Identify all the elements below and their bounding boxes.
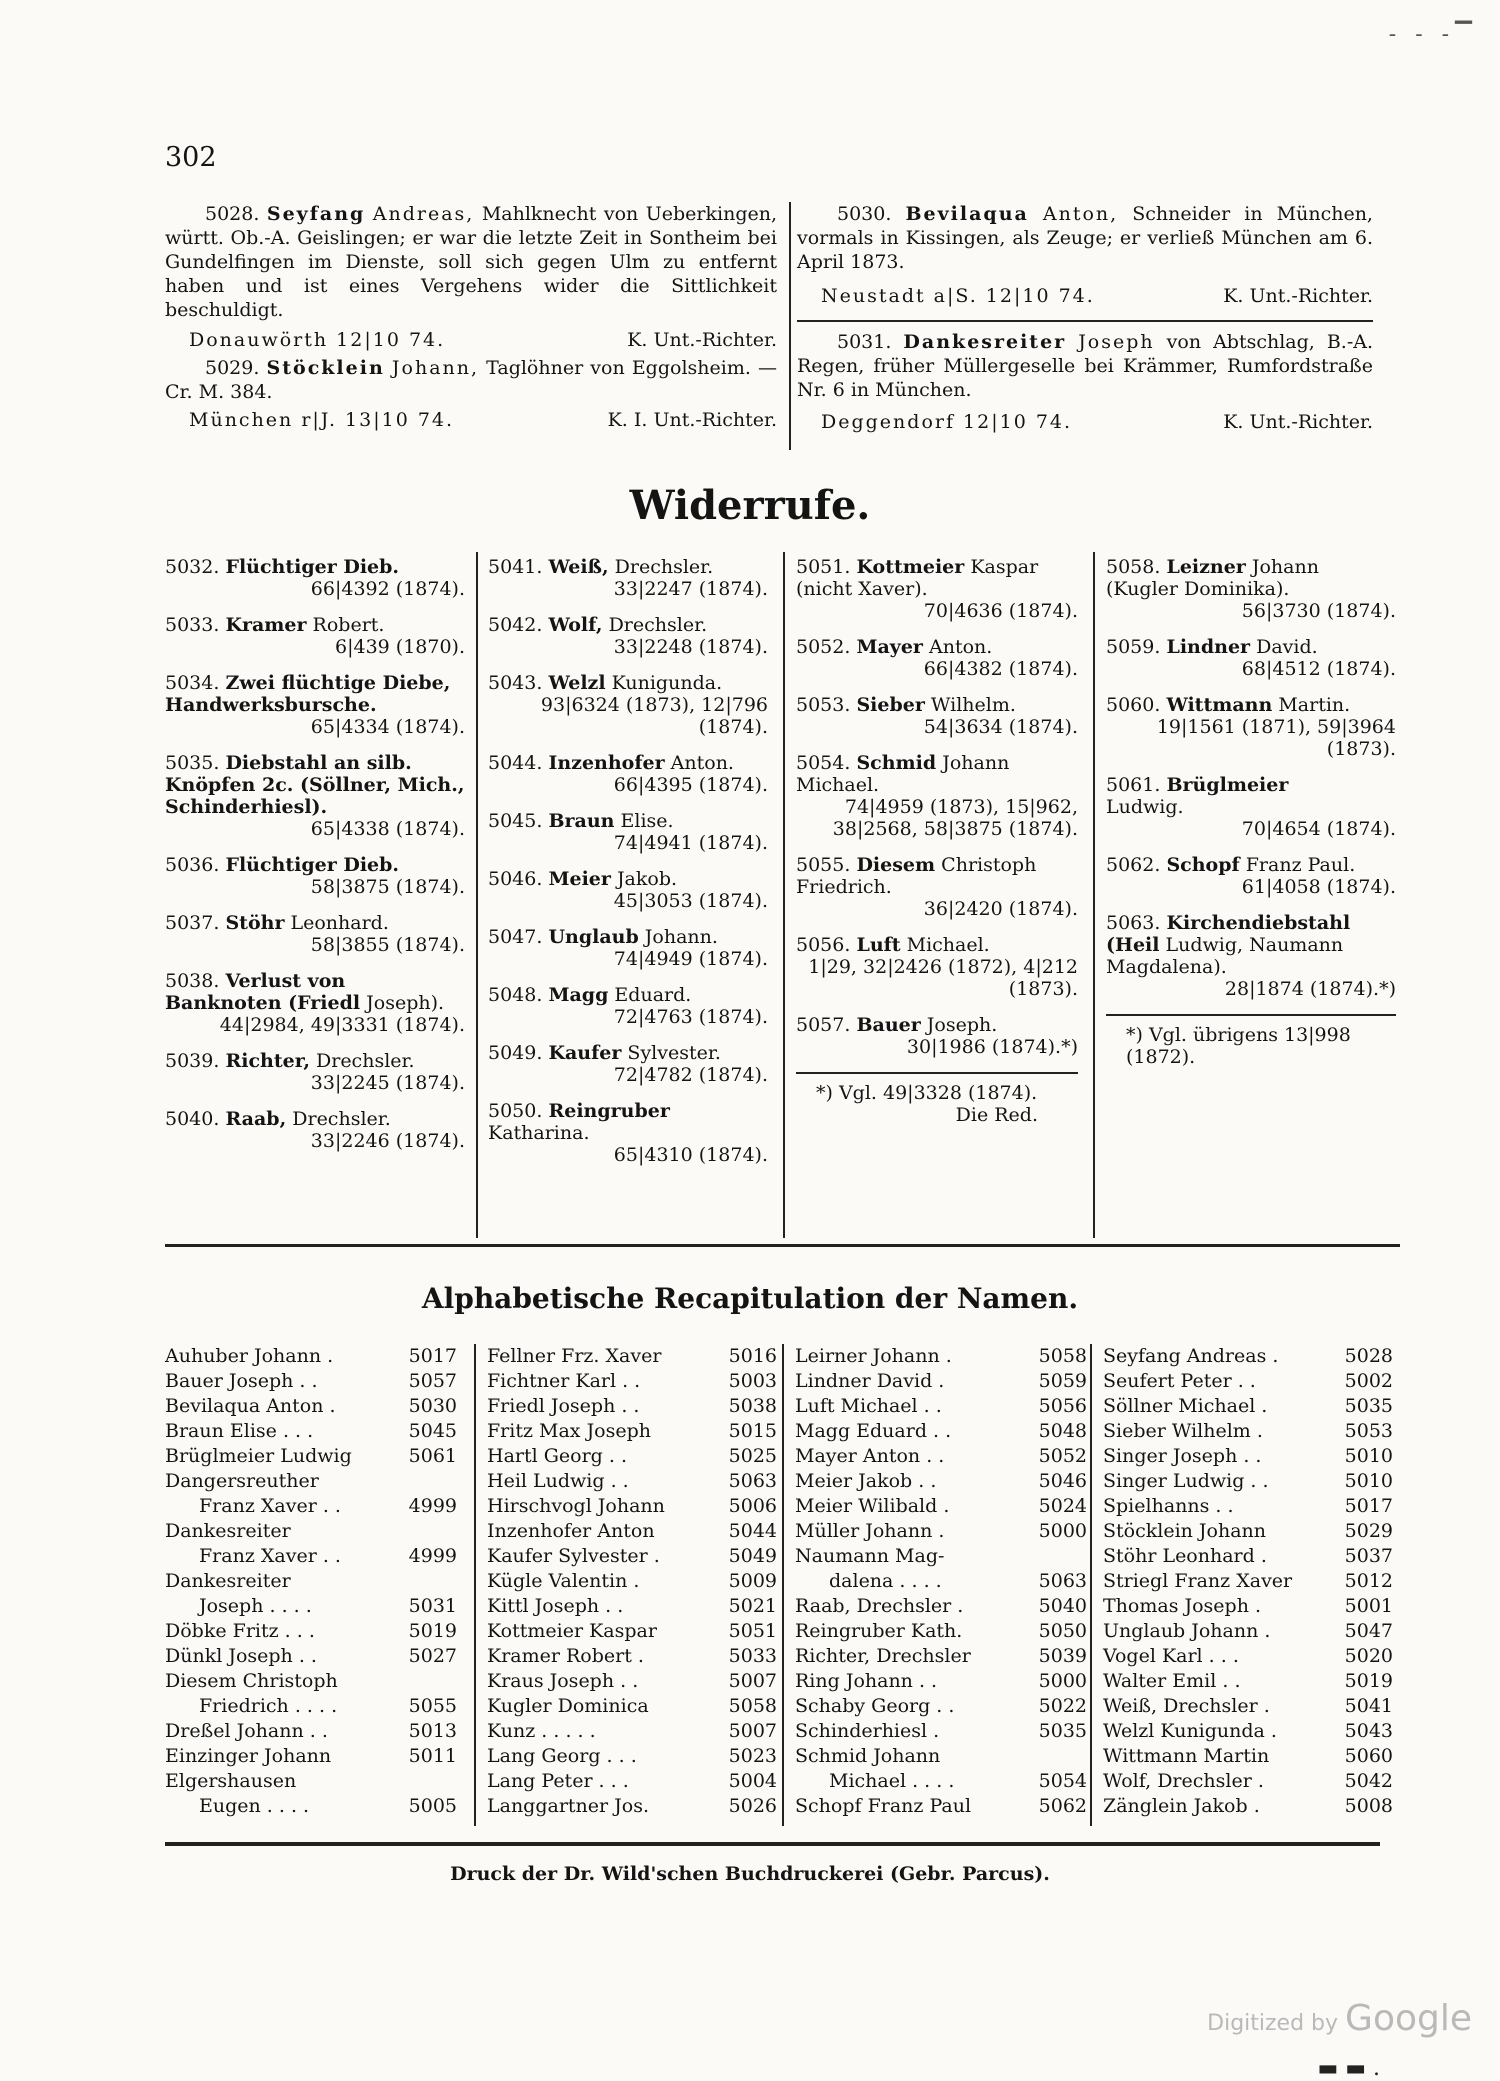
index-row xyxy=(795,1519,1087,1544)
index-row xyxy=(1103,1394,1393,1419)
index-row xyxy=(795,1719,1087,1744)
index-number: 5019 xyxy=(408,1620,457,1642)
index-name: Friedl Joseph . . xyxy=(487,1395,640,1417)
index-name: Singer Ludwig . . xyxy=(1103,1470,1269,1492)
index-number: 5058 xyxy=(1038,1345,1087,1367)
signature-5029: München r|J. 13|10 74. K. I. Unt.-Richter. xyxy=(189,409,777,431)
revocation-5051: 5051. Kottmeier Kaspar (nicht Xaver). 70|4636 (1874). xyxy=(796,556,1078,622)
column-divider xyxy=(789,202,791,450)
index-row xyxy=(165,1419,457,1444)
index-name: Unglaub Johann . xyxy=(1103,1620,1271,1642)
index-row xyxy=(165,1619,457,1644)
index-name: Striegl Franz Xaver xyxy=(1103,1570,1293,1592)
index-name: Michael . . . . xyxy=(829,1770,955,1792)
revocation-5032: 5032. Flüchtiger Dieb. 66|4392 (1874). xyxy=(165,556,465,600)
index-number: 5031 xyxy=(408,1595,457,1617)
revocation-5049: 5049. Kaufer Sylvester. 72|4782 (1874). xyxy=(488,1042,768,1086)
index-row xyxy=(1103,1519,1393,1544)
index-number: 5010 xyxy=(1344,1470,1393,1492)
index-number: 5048 xyxy=(1038,1420,1087,1442)
index-number: 5035 xyxy=(1038,1720,1087,1742)
revocation-5034: 5034. Zwei flüchtige Diebe, Handwerksbursche. 65|4334 (1874). xyxy=(165,672,465,738)
entry-5028: 5028. Seyfang Andreas, Mahlknecht von Ueberkingen, württ. Ob.-A. Geislingen; er war die letzte Zeit in Sontheim bei Gundelfingen im Dienste, soll sich gegen Ulm zu entfernt haben und ist eines Vergehens wider die Sittlichkeit beschuldigt. xyxy=(165,203,778,321)
index-row xyxy=(1103,1644,1393,1669)
index-row xyxy=(165,1669,457,1694)
index-row xyxy=(165,1344,457,1369)
index-row xyxy=(487,1644,777,1669)
index-name: Müller Johann . xyxy=(795,1520,945,1542)
index-row xyxy=(795,1544,1087,1569)
index-name: Söllner Michael . xyxy=(1103,1395,1268,1417)
revocation-5033: 5033. Kramer Robert. 6|439 (1870). xyxy=(165,614,465,658)
index-number: 5017 xyxy=(408,1345,457,1367)
index-name: Weiß, Drechsler . xyxy=(1103,1695,1270,1717)
index-number: 5045 xyxy=(408,1420,457,1442)
index-number: 5053 xyxy=(1344,1420,1393,1442)
index-name: Schmid Johann xyxy=(795,1745,941,1767)
index-number: 5044 xyxy=(728,1520,777,1542)
index-name: Heil Ludwig . . xyxy=(487,1470,629,1492)
index-number: 5043 xyxy=(1344,1720,1393,1742)
index-row xyxy=(1103,1619,1393,1644)
index-name: Luft Michael . . xyxy=(795,1395,942,1417)
index-row xyxy=(165,1794,457,1819)
scan-mark-bottom: ▬ ▬ . xyxy=(1317,2056,1380,2081)
index-name: Dankesreiter xyxy=(165,1570,291,1592)
revocation-5046: 5046. Meier Jakob. 45|3053 (1874). xyxy=(488,868,768,912)
index-column-4 xyxy=(1103,1344,1393,1819)
index-name: Kottmeier Kaspar xyxy=(487,1620,657,1642)
scan-mark: - - -▔ xyxy=(1388,22,1478,47)
revocation-5047: 5047. Unglaub Johann. 74|4949 (1874). xyxy=(488,926,768,970)
index-number: 5058 xyxy=(728,1695,777,1717)
revocation-5050: 5050. Reingruber Katharina. 65|4310 (1874). xyxy=(488,1100,768,1166)
revocation-5045: 5045. Braun Elise. 74|4941 (1874). xyxy=(488,810,768,854)
index-name: Franz Xaver . . xyxy=(199,1495,341,1517)
index-name: Fellner Frz. Xaver xyxy=(487,1345,662,1367)
index-name: dalena . . . . xyxy=(829,1570,942,1592)
index-name: Seyfang Andreas . xyxy=(1103,1345,1279,1367)
index-name: Seufert Peter . . xyxy=(1103,1370,1256,1392)
revocation-5058: 5058. Leizner Johann (Kugler Dominika). 56|3730 (1874). xyxy=(1106,556,1396,622)
index-number: 5042 xyxy=(1344,1770,1393,1792)
index-row xyxy=(165,1744,457,1769)
index-name: Fritz Max Joseph xyxy=(487,1420,652,1442)
index-row xyxy=(487,1419,777,1444)
index-number: 5006 xyxy=(728,1495,777,1517)
index-number: 5008 xyxy=(1344,1795,1393,1817)
index-name: Lang Georg . . . xyxy=(487,1745,637,1767)
column-divider xyxy=(783,552,785,1238)
index-row xyxy=(795,1444,1087,1469)
revocation-5035: 5035. Diebstahl an silb. Knöpfen 2c. (Söllner, Mich., Schinderhiesl). 65|4338 (1874). xyxy=(165,752,465,840)
revocation-5040: 5040. Raab, Drechsler. 33|2246 (1874). xyxy=(165,1108,465,1152)
signature-5030: Neustadt a|S. 12|10 74. K. Unt.-Richter. xyxy=(821,285,1373,307)
index-row xyxy=(165,1519,457,1544)
index-row xyxy=(165,1444,457,1469)
index-name: Leirner Johann . xyxy=(795,1345,952,1367)
bottom-rule xyxy=(165,1842,1380,1846)
index-row xyxy=(795,1369,1087,1394)
index-name: Bevilaqua Anton . xyxy=(165,1395,336,1417)
index-number: 5051 xyxy=(728,1620,777,1642)
index-row xyxy=(1103,1544,1393,1569)
index-row xyxy=(487,1794,777,1819)
index-number: 5025 xyxy=(728,1445,777,1467)
index-row xyxy=(1103,1369,1393,1394)
index-name: Fichtner Karl . . xyxy=(487,1370,641,1392)
index-number: 5005 xyxy=(408,1795,457,1817)
revocation-5037: 5037. Stöhr Leonhard. 58|3855 (1874). xyxy=(165,912,465,956)
section-rule xyxy=(165,1244,1400,1247)
index-number: 5015 xyxy=(728,1420,777,1442)
index-number: 5016 xyxy=(728,1345,777,1367)
index-number: 5012 xyxy=(1344,1570,1393,1592)
index-number: 5013 xyxy=(408,1720,457,1742)
index-name: Franz Xaver . . xyxy=(199,1545,341,1567)
index-name: Sieber Wilhelm . xyxy=(1103,1420,1263,1442)
index-row xyxy=(487,1569,777,1594)
index-row xyxy=(487,1344,777,1369)
index-number: 5024 xyxy=(1038,1495,1087,1517)
index-row xyxy=(1103,1744,1393,1769)
column-divider xyxy=(782,1344,784,1826)
index-row xyxy=(487,1469,777,1494)
revocation-5042: 5042. Wolf, Drechsler. 33|2248 (1874). xyxy=(488,614,768,658)
index-number: 4999 xyxy=(408,1495,457,1517)
index-number: 5011 xyxy=(408,1745,457,1767)
index-number: 5060 xyxy=(1344,1745,1393,1767)
revocation-5048: 5048. Magg Eduard. 72|4763 (1874). xyxy=(488,984,768,1028)
index-row xyxy=(795,1494,1087,1519)
revocation-5038: 5038. Verlust von Banknoten (Friedl Joseph). 44|2984, 49|3331 (1874). xyxy=(165,970,465,1036)
revocation-5060: 5060. Wittmann Martin. 19|1561 (1871), 59|3964 (1873). xyxy=(1106,694,1396,760)
index-row xyxy=(1103,1469,1393,1494)
index-row xyxy=(487,1694,777,1719)
index-row xyxy=(165,1469,457,1494)
revocation-5044: 5044. Inzenhofer Anton. 66|4395 (1874). xyxy=(488,752,768,796)
signature-5031: Deggendorf 12|10 74. K. Unt.-Richter. xyxy=(821,411,1373,433)
index-row xyxy=(795,1669,1087,1694)
index-number: 5055 xyxy=(408,1695,457,1717)
index-row xyxy=(487,1544,777,1569)
index-name: Stöhr Leonhard . xyxy=(1103,1545,1267,1567)
index-number: 5056 xyxy=(1038,1395,1087,1417)
watermark-prefix: Digitized by xyxy=(1207,2011,1339,2036)
widerrufe-heading: Widerrufe. xyxy=(629,482,871,529)
index-name: Singer Joseph . . xyxy=(1103,1445,1262,1467)
index-row xyxy=(487,1519,777,1544)
index-name: Wolf, Drechsler . xyxy=(1103,1770,1264,1792)
index-name: Walter Emil . . xyxy=(1103,1670,1241,1692)
index-name: Naumann Mag- xyxy=(795,1545,945,1567)
index-row xyxy=(487,1494,777,1519)
index-name: Inzenhofer Anton xyxy=(487,1520,655,1542)
index-number: 5033 xyxy=(728,1645,777,1667)
index-name: Langgartner Jos. xyxy=(487,1795,650,1817)
index-number: 5050 xyxy=(1038,1620,1087,1642)
index-number: 5000 xyxy=(1038,1670,1087,1692)
index-number: 5046 xyxy=(1038,1470,1087,1492)
index-row xyxy=(795,1794,1087,1819)
index-row xyxy=(1103,1794,1393,1819)
index-row xyxy=(795,1644,1087,1669)
index-row xyxy=(487,1594,777,1619)
google-watermark xyxy=(1207,1998,1472,2039)
index-row xyxy=(795,1419,1087,1444)
index-number: 5027 xyxy=(408,1645,457,1667)
index-row xyxy=(487,1719,777,1744)
index-name: Brüglmeier Ludwig xyxy=(165,1445,352,1467)
index-row xyxy=(165,1544,457,1569)
column-divider xyxy=(476,552,478,1238)
index-name: Elgershausen xyxy=(165,1770,297,1792)
index-name: Dünkl Joseph . . xyxy=(165,1645,317,1667)
index-number: 5054 xyxy=(1038,1770,1087,1792)
index-number: 5062 xyxy=(1038,1795,1087,1817)
index-name: Döbke Fritz . . . xyxy=(165,1620,315,1642)
index-number: 5000 xyxy=(1038,1520,1087,1542)
top-right-entries xyxy=(797,202,1373,434)
index-row xyxy=(795,1569,1087,1594)
index-row xyxy=(795,1469,1087,1494)
signature-5028: Donauwörth 12|10 74. K. Unt.-Richter. xyxy=(189,329,777,351)
entry-separator xyxy=(797,320,1373,322)
index-number: 5063 xyxy=(1038,1570,1087,1592)
index-row xyxy=(165,1494,457,1519)
index-name: Einzinger Johann xyxy=(165,1745,332,1767)
revocation-5036: 5036. Flüchtiger Dieb. 58|3875 (1874). xyxy=(165,854,465,898)
index-name: Kramer Robert . xyxy=(487,1645,644,1667)
index-name: Braun Elise . . . xyxy=(165,1420,314,1442)
index-number: 5007 xyxy=(728,1720,777,1742)
widerrufe-column-2 xyxy=(488,556,768,1180)
footnote-col3: *) Vgl. 49|3328 (1874). Die Red. xyxy=(816,1082,1038,1126)
index-number: 5030 xyxy=(408,1395,457,1417)
index-number: 4999 xyxy=(408,1545,457,1567)
index-name: Ring Johann . . xyxy=(795,1670,938,1692)
widerrufe-column-4 xyxy=(1106,556,1396,1068)
index-name: Schinderhiesl . xyxy=(795,1720,940,1742)
column-divider xyxy=(1090,1344,1092,1826)
index-number: 5057 xyxy=(408,1370,457,1392)
index-heading: Alphabetische Recapitulation der Namen. xyxy=(421,1282,1079,1315)
index-number: 5021 xyxy=(728,1595,777,1617)
revocation-5062: 5062. Schopf Franz Paul. 61|4058 (1874). xyxy=(1106,854,1396,898)
index-number: 5041 xyxy=(1344,1695,1393,1717)
index-name: Mayer Anton . . xyxy=(795,1445,945,1467)
index-row xyxy=(1103,1344,1393,1369)
revocation-5053: 5053. Sieber Wilhelm. 54|3634 (1874). xyxy=(796,694,1078,738)
revocation-5061: 5061. Brüglmeier Ludwig. 70|4654 (1874). xyxy=(1106,774,1396,840)
index-name: Magg Eduard . . xyxy=(795,1420,952,1442)
index-name: Welzl Kunigunda . xyxy=(1103,1720,1277,1742)
index-row xyxy=(1103,1769,1393,1794)
footnote-separator xyxy=(796,1072,1078,1074)
index-number: 5004 xyxy=(728,1770,777,1792)
index-row xyxy=(1103,1669,1393,1694)
index-name: Eugen . . . . xyxy=(199,1795,310,1817)
index-column-3 xyxy=(795,1344,1087,1819)
index-number: 5040 xyxy=(1038,1595,1087,1617)
index-row xyxy=(795,1619,1087,1644)
index-column-2 xyxy=(487,1344,777,1819)
index-name: Lang Peter . . . xyxy=(487,1770,629,1792)
index-row xyxy=(487,1619,777,1644)
index-number: 5037 xyxy=(1344,1545,1393,1567)
index-number: 5059 xyxy=(1038,1370,1087,1392)
index-row xyxy=(795,1769,1087,1794)
index-name: Schaby Georg . . xyxy=(795,1695,955,1717)
index-row xyxy=(165,1369,457,1394)
revocation-5043: 5043. Welzl Kunigunda. 93|6324 (1873), 12|796 (1874). xyxy=(488,672,768,738)
index-name: Auhuber Johann . xyxy=(165,1345,334,1367)
index-name: Schopf Franz Paul xyxy=(795,1795,972,1817)
index-row xyxy=(1103,1494,1393,1519)
index-row xyxy=(795,1694,1087,1719)
index-number: 5009 xyxy=(728,1570,777,1592)
index-name: Dreßel Johann . . xyxy=(165,1720,328,1742)
entry-5030: 5030. Bevilaqua Anton, Schneider in München, vormals in Kissingen, als Zeuge; er verließ München am 6. April 1873. xyxy=(797,203,1373,273)
index-row xyxy=(795,1744,1087,1769)
index-name: Kittl Joseph . . xyxy=(487,1595,624,1617)
widerrufe-column-3 xyxy=(796,556,1078,1126)
column-divider xyxy=(1093,552,1095,1238)
index-name: Hartl Georg . . xyxy=(487,1445,627,1467)
index-name: Reingruber Kath. xyxy=(795,1620,963,1642)
index-row xyxy=(1103,1694,1393,1719)
index-name: Richter, Drechsler xyxy=(795,1645,971,1667)
index-name: Meier Wilibald . xyxy=(795,1495,950,1517)
index-number: 5001 xyxy=(1344,1595,1393,1617)
index-name: Vogel Karl . . . xyxy=(1103,1645,1239,1667)
top-left-entries xyxy=(165,202,777,432)
index-number: 5035 xyxy=(1344,1395,1393,1417)
watermark-brand: Google xyxy=(1345,1998,1472,2039)
widerrufe-column-1 xyxy=(165,556,465,1166)
index-number: 5047 xyxy=(1344,1620,1393,1642)
index-name: Kunz . . . . . xyxy=(487,1720,596,1742)
index-number: 5038 xyxy=(728,1395,777,1417)
revocation-5054: 5054. Schmid Johann Michael. 74|4959 (1873), 15|962, 38|2568, 58|3875 (1874). xyxy=(796,752,1078,840)
index-row xyxy=(795,1394,1087,1419)
column-divider xyxy=(474,1344,476,1826)
index-number: 5039 xyxy=(1038,1645,1087,1667)
index-name: Dangersreuther xyxy=(165,1470,319,1492)
index-row xyxy=(165,1694,457,1719)
index-name: Bauer Joseph . . xyxy=(165,1370,318,1392)
index-name: Dankesreiter xyxy=(165,1520,291,1542)
index-name: Thomas Joseph . xyxy=(1103,1595,1262,1617)
index-row xyxy=(1103,1594,1393,1619)
revocation-5057: 5057. Bauer Joseph. 30|1986 (1874).*) xyxy=(796,1014,1078,1058)
index-number: 5019 xyxy=(1344,1670,1393,1692)
index-number: 5007 xyxy=(728,1670,777,1692)
index-name: Lindner David . xyxy=(795,1370,945,1392)
index-row xyxy=(1103,1569,1393,1594)
index-row xyxy=(795,1594,1087,1619)
page-number: 302 xyxy=(165,142,217,173)
index-row xyxy=(1103,1444,1393,1469)
index-name: Friedrich . . . . xyxy=(199,1695,338,1717)
index-row xyxy=(487,1744,777,1769)
index-row xyxy=(487,1444,777,1469)
index-name: Kügle Valentin . xyxy=(487,1570,640,1592)
index-row xyxy=(487,1369,777,1394)
revocation-5052: 5052. Mayer Anton. 66|4382 (1874). xyxy=(796,636,1078,680)
revocation-5039: 5039. Richter, Drechsler. 33|2245 (1874). xyxy=(165,1050,465,1094)
index-number: 5061 xyxy=(408,1445,457,1467)
revocation-5056: 5056. Luft Michael. 1|29, 32|2426 (1872), 4|212 (1873). xyxy=(796,934,1078,1000)
index-number: 5020 xyxy=(1344,1645,1393,1667)
index-number: 5003 xyxy=(728,1370,777,1392)
index-row xyxy=(487,1669,777,1694)
index-name: Spielhanns . . xyxy=(1103,1495,1234,1517)
index-number: 5063 xyxy=(728,1470,777,1492)
index-number: 5028 xyxy=(1344,1345,1393,1367)
index-row xyxy=(165,1569,457,1594)
index-name: Hirschvogl Johann xyxy=(487,1495,665,1517)
index-row xyxy=(165,1594,457,1619)
index-number: 5023 xyxy=(728,1745,777,1767)
revocation-5063: 5063. Kirchendiebstahl (Heil Ludwig, Naumann Magdalena). 28|1874 (1874).*) xyxy=(1106,912,1396,1000)
index-column-1 xyxy=(165,1344,457,1819)
index-row xyxy=(487,1394,777,1419)
index-number: 5052 xyxy=(1038,1445,1087,1467)
printer-imprint: Druck der Dr. Wild'schen Buchdruckerei (Gebr. Parcus). xyxy=(450,1863,1050,1885)
index-name: Kraus Joseph . . xyxy=(487,1670,639,1692)
index-number: 5029 xyxy=(1344,1520,1393,1542)
entry-5031: 5031. Dankesreiter Joseph von Abtschlag, B.-A. Regen, früher Müllergeselle bei Krämmer, Rumfordstraße Nr. 6 in München. xyxy=(797,331,1374,401)
index-number: 5002 xyxy=(1344,1370,1393,1392)
entry-5029: 5029. Stöcklein Johann, Taglöhner von Eggolsheim. — Cr. M. 384. xyxy=(165,357,778,403)
index-row xyxy=(165,1394,457,1419)
index-name: Diesem Christoph xyxy=(165,1670,338,1692)
index-name: Joseph . . . . xyxy=(199,1595,312,1617)
revocation-5059: 5059. Lindner David. 68|4512 (1874). xyxy=(1106,636,1396,680)
index-name: Meier Jakob . . xyxy=(795,1470,937,1492)
index-name: Wittmann Martin xyxy=(1103,1745,1270,1767)
index-name: Zänglein Jakob . xyxy=(1103,1795,1260,1817)
index-name: Kugler Dominica xyxy=(487,1695,649,1717)
revocation-5041: 5041. Weiß, Drechsler. 33|2247 (1874). xyxy=(488,556,768,600)
index-number: 5026 xyxy=(728,1795,777,1817)
index-row xyxy=(487,1769,777,1794)
footnote-col4: *) Vgl. übrigens 13|998 (1872). xyxy=(1126,1024,1351,1068)
footnote-separator xyxy=(1106,1014,1396,1016)
index-name: Kaufer Sylvester . xyxy=(487,1545,660,1567)
index-row xyxy=(1103,1419,1393,1444)
index-row xyxy=(1103,1719,1393,1744)
index-name: Raab, Drechsler . xyxy=(795,1595,964,1617)
index-row xyxy=(795,1344,1087,1369)
index-number: 5022 xyxy=(1038,1695,1087,1717)
index-number: 5017 xyxy=(1344,1495,1393,1517)
index-row xyxy=(165,1644,457,1669)
index-row xyxy=(165,1719,457,1744)
index-row xyxy=(165,1769,457,1794)
index-number: 5010 xyxy=(1344,1445,1393,1467)
revocation-5055: 5055. Diesem Christoph Friedrich. 36|2420 (1874). xyxy=(796,854,1078,920)
index-number: 5049 xyxy=(728,1545,777,1567)
index-name: Stöcklein Johann xyxy=(1103,1520,1267,1542)
